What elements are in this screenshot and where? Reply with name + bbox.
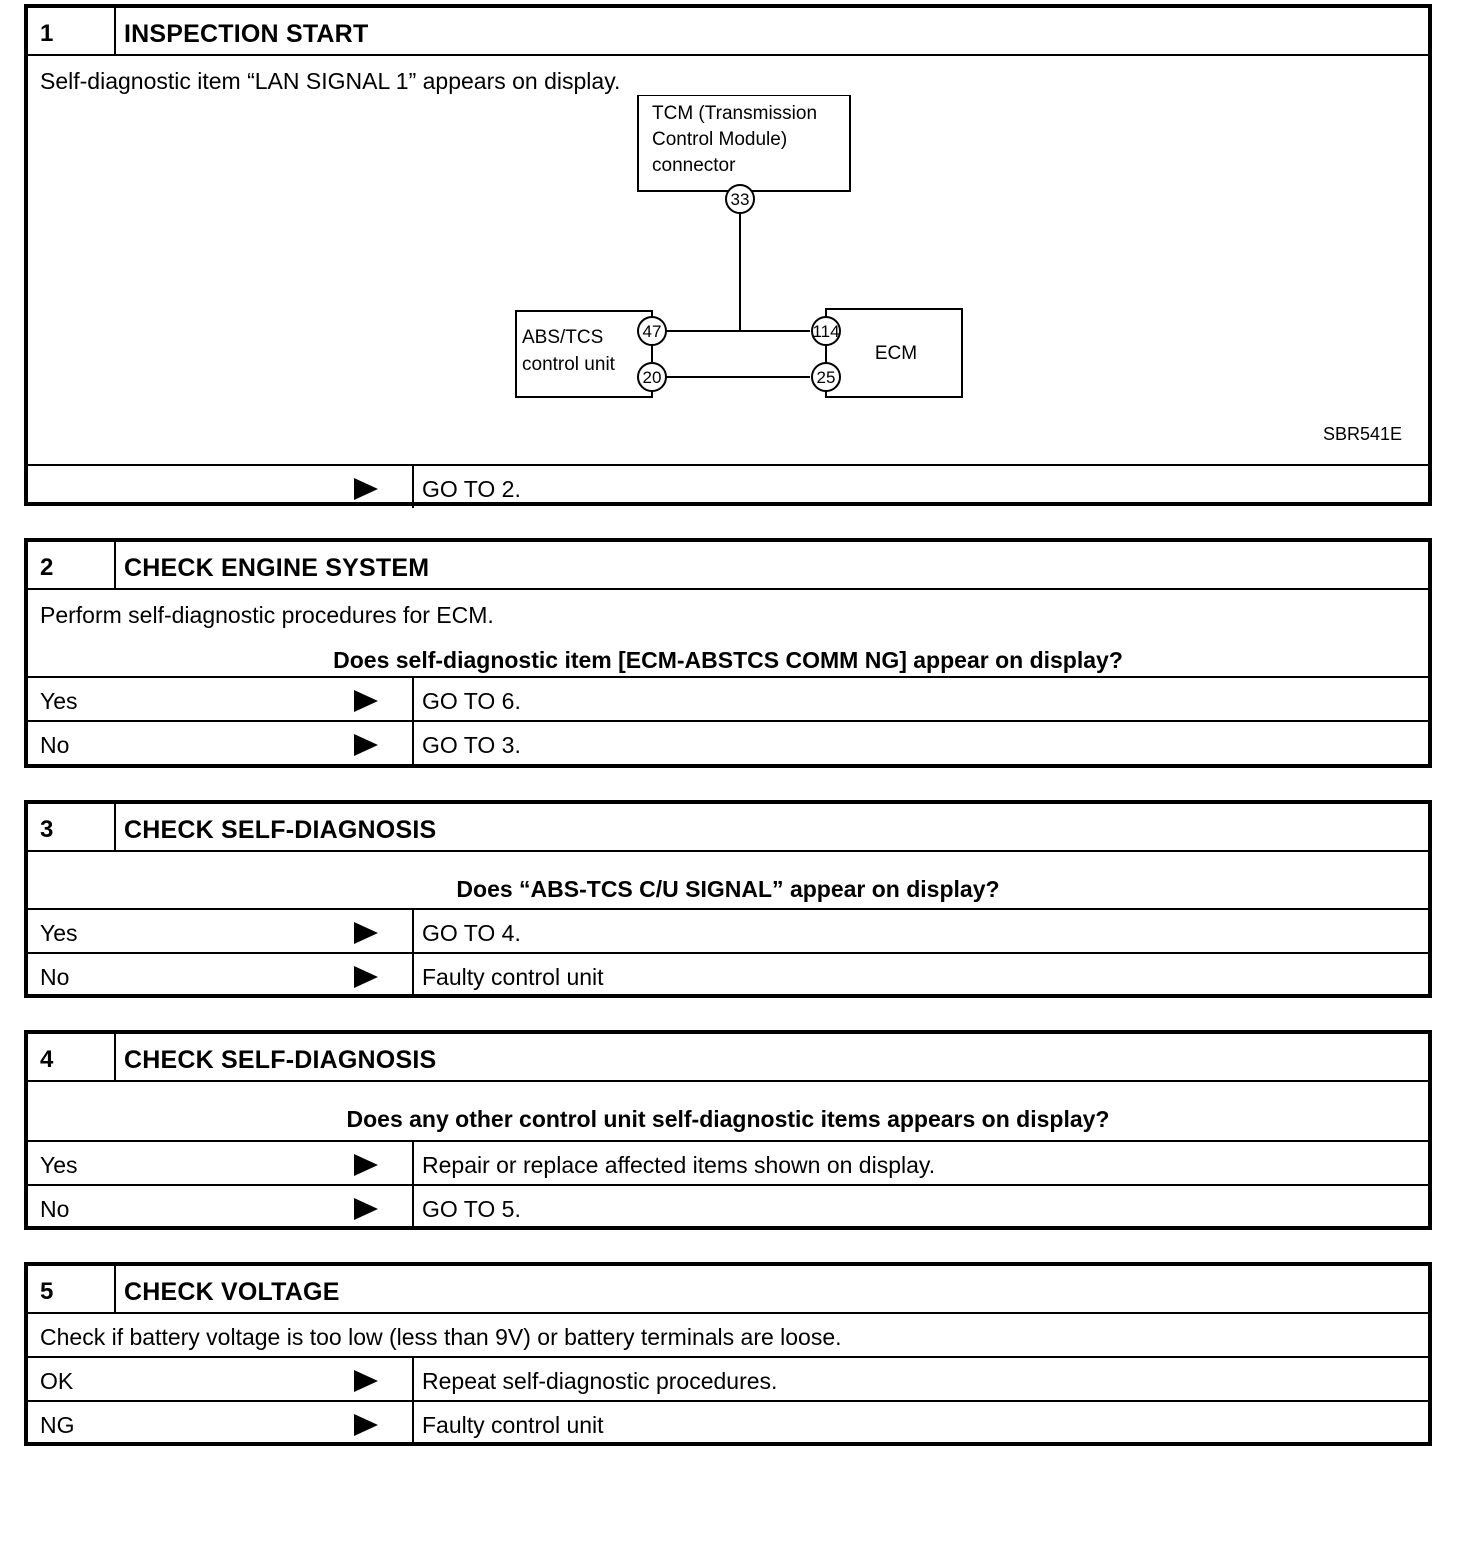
- step-number: 4: [28, 1034, 116, 1080]
- step-header: [28, 1034, 1428, 1080]
- step-4: [24, 1030, 1432, 1230]
- step-body: [28, 850, 1428, 908]
- step-1: [24, 4, 1432, 506]
- answer-label-text: Yes: [40, 920, 78, 946]
- step-3: [24, 800, 1432, 998]
- step-header: [28, 804, 1428, 850]
- arrow-icon: [354, 1414, 378, 1436]
- step-title: CHECK VOLTAGE: [124, 1278, 340, 1306]
- answer-label-text: NG: [40, 1412, 75, 1438]
- answer-row: [28, 1400, 1428, 1444]
- answer-result: Repeat self-diagnostic procedures.: [422, 1368, 778, 1394]
- answer-row: [28, 464, 1428, 508]
- answer-label: [28, 910, 414, 952]
- answer-result: GO TO 2.: [422, 476, 521, 502]
- wiring-diagram-svg: [40, 95, 1420, 435]
- answer-result: Repair or replace affected items shown on display.: [422, 1152, 936, 1178]
- step-title: CHECK SELF-DIAGNOSIS: [124, 1046, 437, 1074]
- arrow-icon: [354, 734, 378, 756]
- step-header: [28, 542, 1428, 588]
- answer-label-text: Yes: [40, 688, 78, 714]
- abs-terminal-20-label: 20: [642, 368, 662, 387]
- question-text: Does any other control unit self-diagnostic items appears on display?: [346, 1106, 1110, 1132]
- abs-label-line-1: ABS/TCS: [522, 327, 604, 348]
- answer-row: [28, 1140, 1428, 1184]
- arrow-icon: [354, 1198, 378, 1220]
- step-title: CHECK ENGINE SYSTEM: [124, 554, 430, 582]
- answer-label-text: No: [40, 964, 70, 990]
- answer-row: [28, 1356, 1428, 1400]
- abs-label-line-2: control unit: [522, 354, 615, 375]
- abs-terminal-47-label: 47: [642, 322, 662, 341]
- tcm-label-line-3: connector: [652, 155, 736, 176]
- step-body: [28, 1312, 1428, 1356]
- step-number: 1: [28, 8, 116, 54]
- answer-label: [28, 678, 414, 720]
- answer-result: Faulty control unit: [422, 1412, 604, 1438]
- question-text: Does “ABS-TCS C/U SIGNAL” appear on display?: [456, 876, 1000, 902]
- instruction-text: Perform self-diagnostic procedures for ECM.: [40, 602, 494, 628]
- answer-result: GO TO 6.: [422, 688, 521, 714]
- answer-label-text: Yes: [40, 1152, 78, 1178]
- arrow-icon: [354, 690, 378, 712]
- arrow-icon: [354, 966, 378, 988]
- tcm-label-line-2: Control Module): [652, 129, 788, 150]
- answer-row: [28, 676, 1428, 720]
- arrow-icon: [354, 478, 378, 500]
- answer-label: [28, 1358, 414, 1400]
- answer-result: GO TO 3.: [422, 732, 521, 758]
- step-body: [28, 54, 1428, 464]
- answer-label-text: No: [40, 732, 70, 758]
- question-text: Does self-diagnostic item [ECM-ABSTCS COMM NG] appear on display?: [333, 647, 1123, 673]
- wiring-diagram: [40, 95, 1416, 455]
- arrow-icon: [354, 922, 378, 944]
- step-number: 5: [28, 1266, 116, 1312]
- arrow-icon: [354, 1154, 378, 1176]
- answer-row: [28, 1184, 1428, 1228]
- instruction-text: Self-diagnostic item “LAN SIGNAL 1” appears on display.: [40, 68, 621, 94]
- step-number: 3: [28, 804, 116, 850]
- answer-row: [28, 952, 1428, 996]
- answer-result: GO TO 4.: [422, 920, 521, 946]
- ecm-terminal-114-label: 114: [812, 322, 840, 341]
- step-body: [28, 1080, 1428, 1140]
- tcm-label-line-1: TCM (Transmission: [652, 103, 818, 124]
- answer-result: Faulty control unit: [422, 964, 604, 990]
- ecm-label: ECM: [874, 343, 918, 364]
- figure-code: SBR541E: [1322, 424, 1402, 444]
- step-header: [28, 8, 1428, 54]
- answer-row: [28, 908, 1428, 952]
- instruction-text: Check if battery voltage is too low (less than 9V) or battery terminals are loose.: [40, 1324, 842, 1350]
- answer-label: [28, 722, 414, 764]
- answer-label-text: No: [40, 1196, 70, 1222]
- step-number: 2: [28, 542, 116, 588]
- ecm-terminal-25-label: 25: [816, 368, 836, 387]
- answer-label: [28, 1142, 414, 1184]
- step-2: [24, 538, 1432, 768]
- step-header: [28, 1266, 1428, 1312]
- step-title: CHECK SELF-DIAGNOSIS: [124, 816, 437, 844]
- answer-label: [28, 466, 414, 508]
- arrow-icon: [354, 1370, 378, 1392]
- answer-label: [28, 1186, 414, 1228]
- answer-row: [28, 720, 1428, 764]
- step-body: [28, 588, 1428, 676]
- step-5: [24, 1262, 1432, 1446]
- answer-label: [28, 1402, 414, 1444]
- step-title: INSPECTION START: [124, 20, 369, 48]
- answer-label-text: OK: [40, 1368, 74, 1394]
- tcm-terminal-33-label: 33: [730, 190, 750, 209]
- answer-label: [28, 954, 414, 996]
- answer-result: GO TO 5.: [422, 1196, 521, 1222]
